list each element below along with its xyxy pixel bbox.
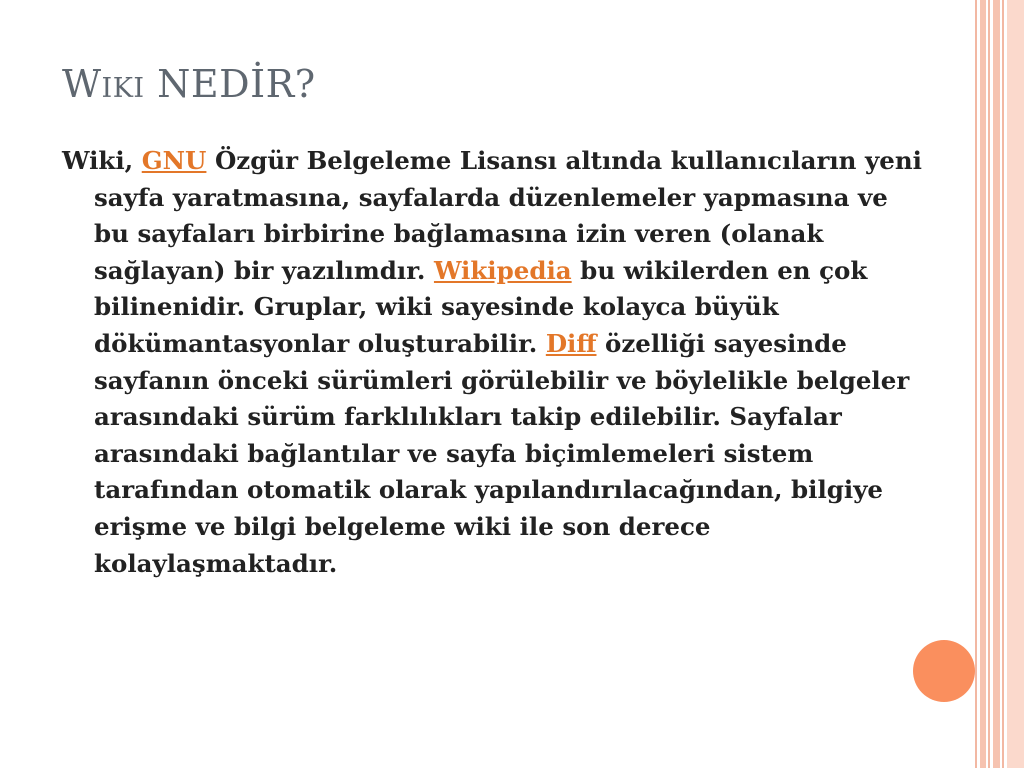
gnu-link[interactable]: GNU [141, 146, 207, 175]
body-text-1: Wiki, [62, 146, 142, 175]
decor-stripe-1 [975, 0, 977, 768]
slide-body-paragraph [62, 143, 924, 582]
body-text-2: Özgür Belgeleme Lisansı altında kullanıcıların yeni sayfa yaratmasına, sayfalarda düzenlemeler yapmasına ve bu sayfaları birbirine bağlamasına izin veren (olanak sağlayan) bir yazılımdır. [94, 146, 922, 285]
body-text-4: özelliği sayesinde sayfanın önceki sürümleri görülebilir ve böylelikle belgeler arasındaki sürüm farklılıkları takip edilebilir. Sayfalar arasındaki bağlantılar ve sayfa biçimlemeleri sistem tarafından otomatik olarak yapılandırılacağından, bilgiye erişme ve bilgi belgeleme wiki ile son derece kolaylaşmaktadır. [94, 328, 910, 578]
decor-stripe-6 [1007, 0, 1024, 768]
accent-circle [913, 640, 975, 702]
decor-stripe-5 [1002, 0, 1004, 768]
body-text-3: bu wikilerden en çok bilinenidir. Gruplar, wiki sayesinde kolayca büyük dökümantasyonlar oluşturabilir. [94, 255, 868, 358]
slide-title: Wiki NEDİR? [62, 62, 316, 106]
diff-link[interactable]: Diff [545, 328, 597, 358]
decor-stripe-2 [980, 0, 986, 768]
decor-stripe-4 [993, 0, 1000, 768]
wikipedia-link[interactable]: Wikipedia [433, 255, 572, 285]
decor-stripe-3 [988, 0, 990, 768]
